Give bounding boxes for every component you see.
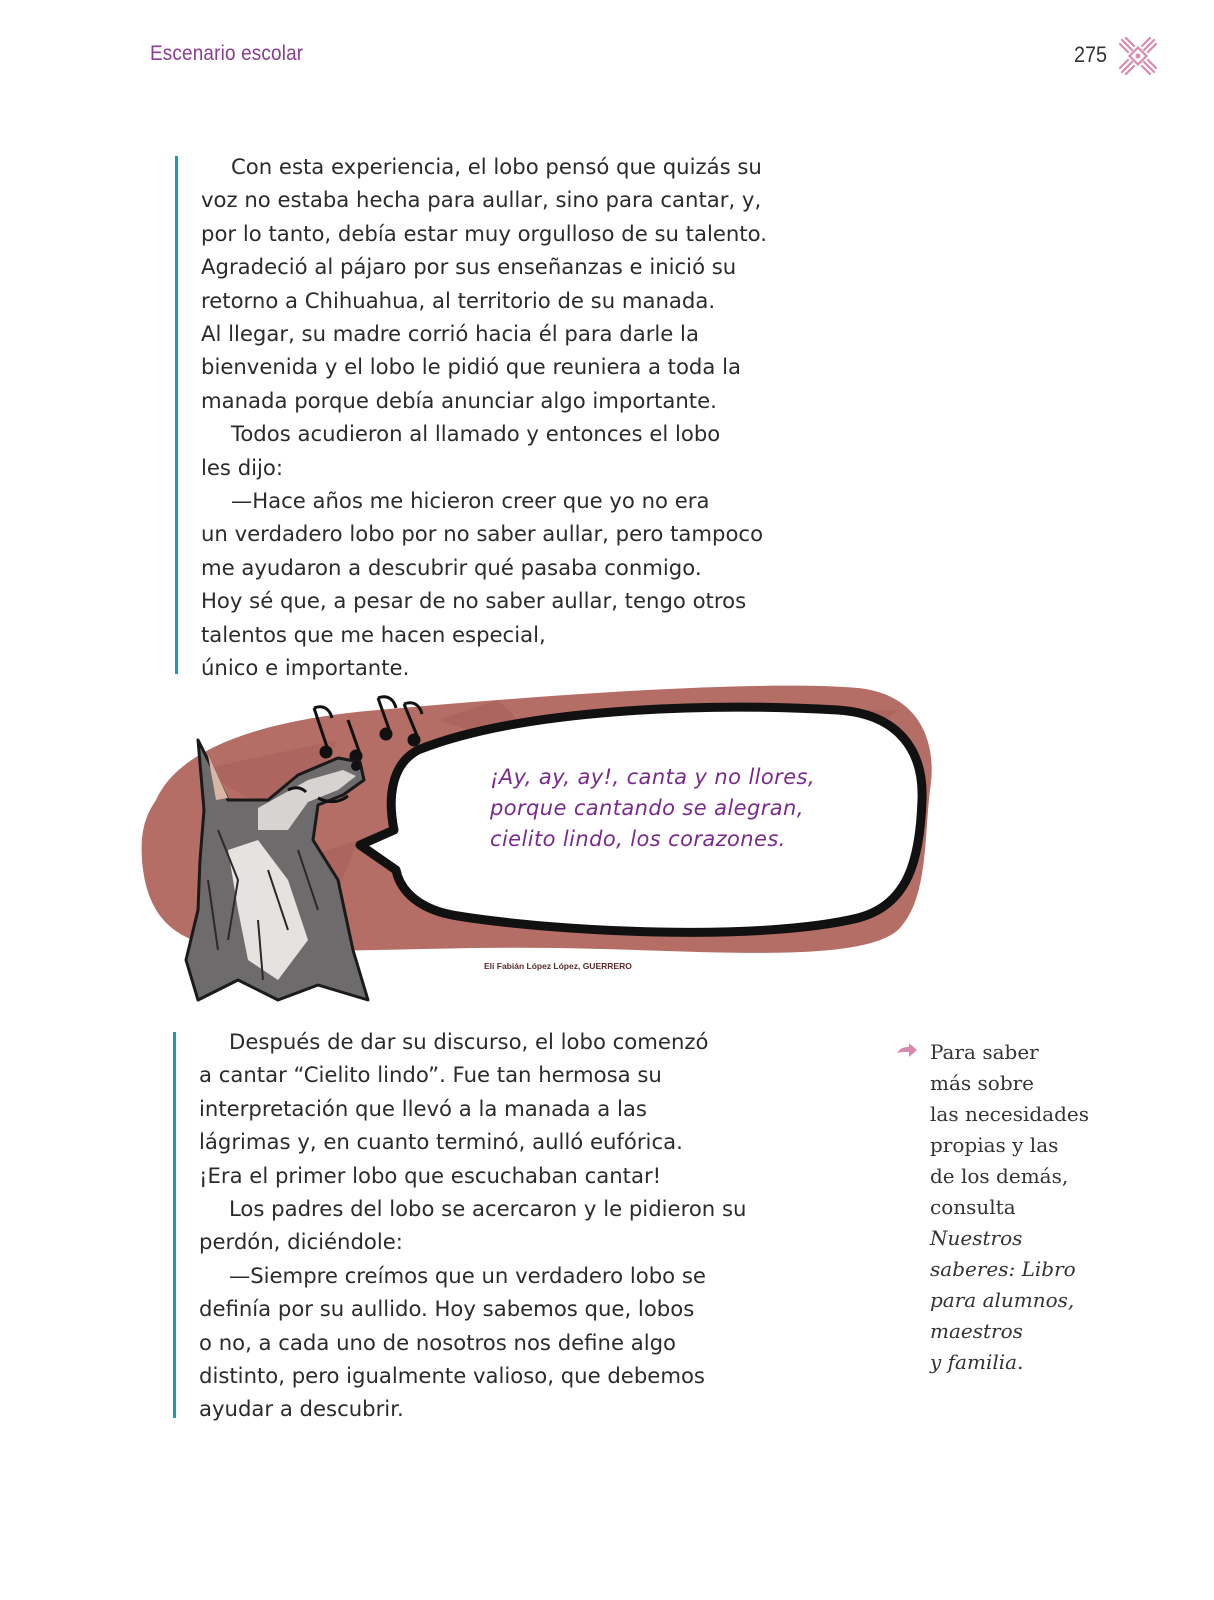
section-title: Escenario escolar	[150, 42, 304, 65]
story-line: bienvenida y el lobo le pidió que reuniera a toda la	[201, 354, 741, 380]
story-part-1	[201, 150, 767, 685]
decorative-star-icon	[1118, 36, 1158, 76]
story-line: Después de dar su discurso, el lobo comenzó	[229, 1029, 709, 1054]
text-margin-rule	[175, 156, 178, 674]
story-line: Con esta experiencia, el lobo pensó que quizás su	[231, 154, 762, 179]
story-line: Agradeció al pájaro por sus enseñanzas e inició su	[201, 254, 737, 280]
story-line: distinto, pero igualmente valioso, que debemos	[199, 1363, 705, 1389]
story-line: manada porque debía anunciar algo importante.	[201, 387, 717, 413]
book-title-line: saberes: Libro	[930, 1257, 1076, 1281]
illustration-credit: Elí Fabián López López, GUERRERO	[484, 961, 632, 971]
speech-bubble-text	[490, 762, 815, 855]
story-line: único e importante.	[201, 655, 410, 681]
story-line: perdón, diciéndole:	[199, 1229, 403, 1255]
side-note-line: Para saber	[930, 1040, 1039, 1064]
song-line: cielito lindo, los corazones.	[490, 827, 786, 851]
book-title-line: y familia	[930, 1350, 1018, 1374]
story-line: me ayudaron a descubrir qué pasaba conmigo.	[201, 554, 702, 580]
book-title-line: para alumnos,	[930, 1288, 1075, 1312]
book-title-period: .	[1017, 1350, 1024, 1374]
side-note	[930, 1037, 1089, 1378]
side-note-line: consulta	[930, 1195, 1016, 1219]
page-number: 275	[1074, 42, 1108, 67]
text-margin-rule	[173, 1032, 176, 1418]
story-line: talentos que me hacen especial,	[201, 621, 546, 647]
story-line: voz no estaba hecha para aullar, sino para cantar, y,	[201, 187, 762, 213]
story-line: les dijo:	[201, 454, 284, 480]
song-line: ¡Ay, ay, ay!, canta y no llores,	[490, 765, 815, 789]
side-note-line: propias y las	[930, 1133, 1059, 1157]
side-note-line: de los demás,	[930, 1164, 1069, 1188]
story-line: interpretación que llevó a la manada a las	[199, 1095, 647, 1121]
book-title-line: Nuestros	[930, 1226, 1023, 1250]
story-line: un verdadero lobo por no saber aullar, pero tampoco	[201, 521, 764, 547]
story-line: ayudar a descubrir.	[199, 1396, 404, 1422]
story-line: —Siempre creímos que un verdadero lobo se	[229, 1262, 706, 1288]
story-part-2	[199, 1025, 746, 1426]
story-line: Hoy sé que, a pesar de no saber aullar, tengo otros	[201, 588, 747, 614]
story-line: por lo tanto, debía estar muy orgulloso de su talento.	[201, 220, 767, 246]
story-line: definía por su aullido. Hoy sabemos que, lobos	[199, 1296, 695, 1322]
story-line: —Hace años me hicieron creer que yo no era	[231, 488, 710, 514]
story-line: a cantar “Cielito lindo”. Fue tan hermosa su	[199, 1062, 662, 1088]
story-line: Los padres del lobo se acercaron y le pidieron su	[229, 1196, 747, 1222]
story-line: ¡Era el primer lobo que escuchaban cantar!	[199, 1162, 662, 1188]
arrow-right-icon	[896, 1042, 918, 1058]
book-title-last-line	[930, 1347, 1089, 1378]
side-note-line: más sobre	[930, 1071, 1035, 1095]
story-line: Al llegar, su madre corrió hacia él para darle la	[201, 321, 699, 347]
book-title-line: maestros	[930, 1319, 1023, 1343]
song-line: porque cantando se alegran,	[490, 796, 804, 820]
story-line: o no, a cada uno de nosotros nos define algo	[199, 1329, 677, 1355]
story-line: Todos acudieron al llamado y entonces el lobo	[231, 421, 721, 447]
story-line: retorno a Chihuahua, al territorio de su manada.	[201, 287, 716, 313]
story-line: lágrimas y, en cuanto terminó, aulló eufórica.	[199, 1129, 683, 1155]
side-note-line: las necesidades	[930, 1102, 1089, 1126]
